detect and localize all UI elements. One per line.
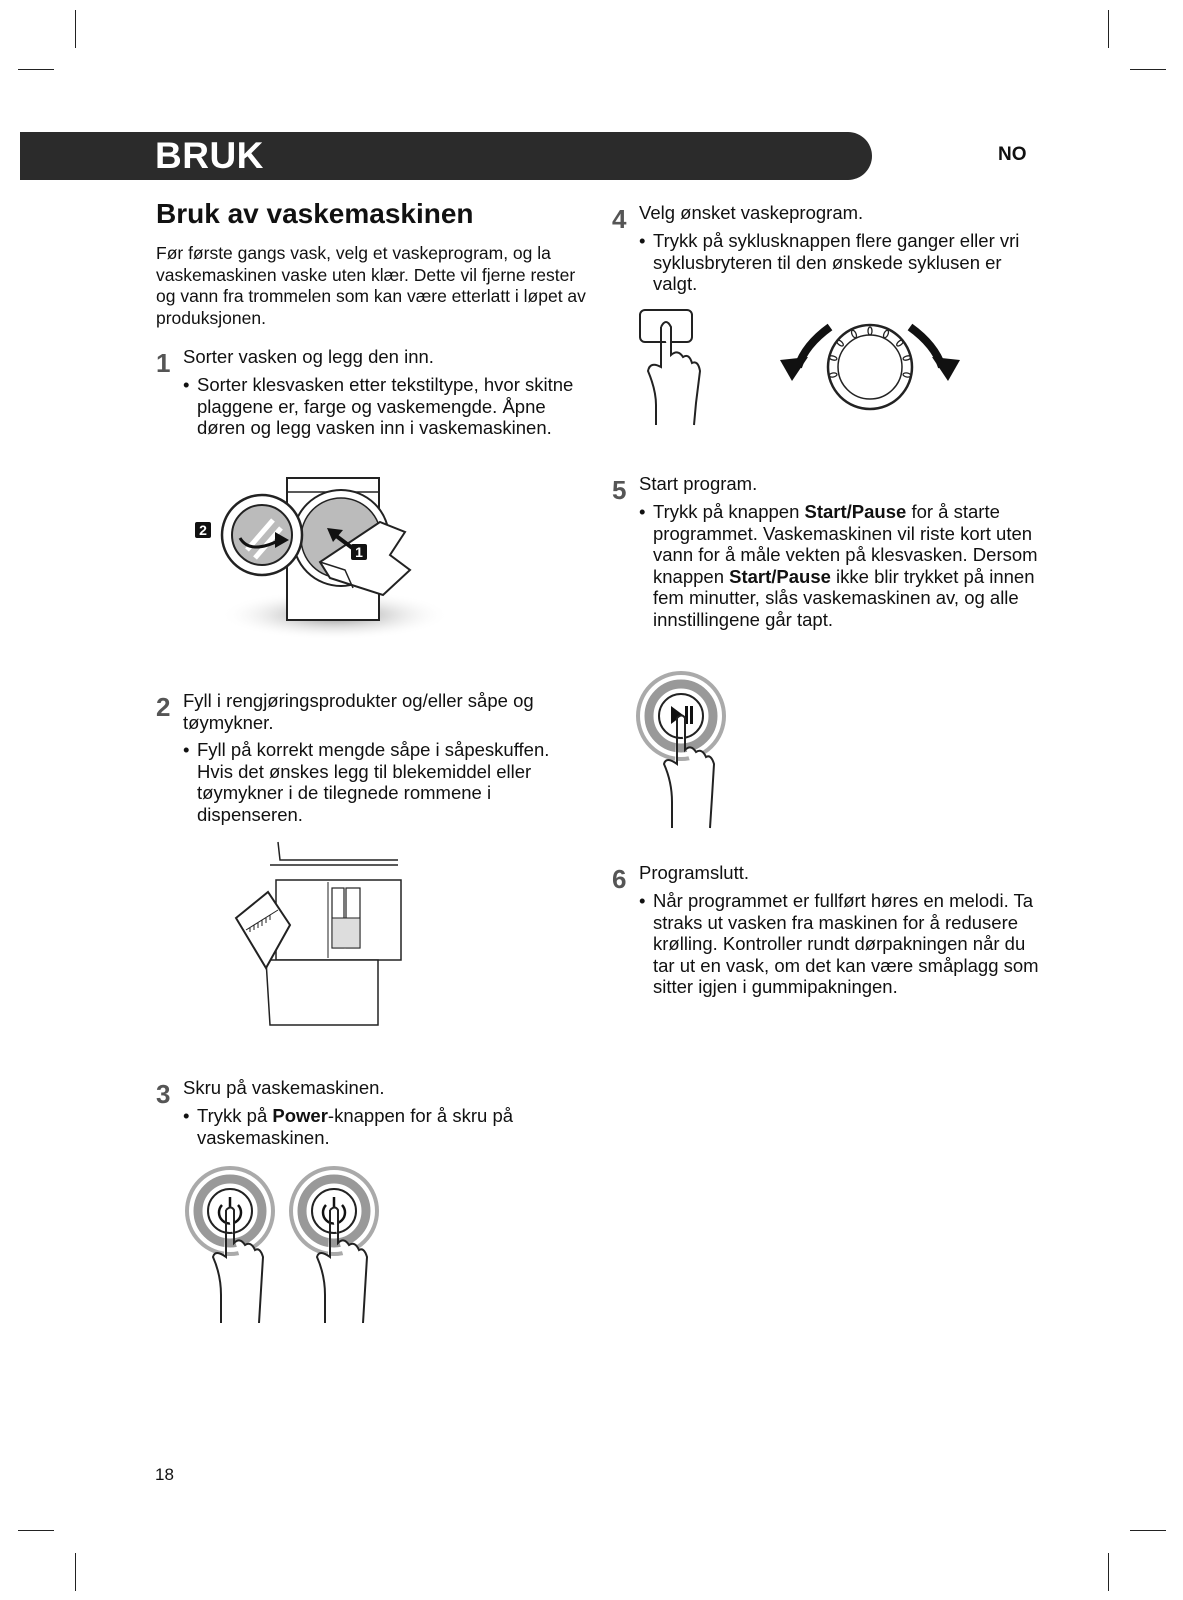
step-title: Start program. xyxy=(639,473,758,494)
bullet-dot: • xyxy=(639,501,646,522)
callout-2-label: 2 xyxy=(199,522,207,538)
bullet-text: Trykk på knappen Start/Pause for å starte programmet. Vaskemaskinen vil riste kort uten vann for å måle vekten på klesvasken. Dersom knappen Start/Pause ikke blir trykket på innen fem minutter, slås vaskemaskinen av, og alle innstillingene går tapt. xyxy=(653,501,1038,630)
crop-mark xyxy=(1108,10,1109,48)
bullet-text: Trykk på syklusknappen flere ganger eller vri syklusbryteren til den ønskede syklusen er valgt. xyxy=(653,230,1020,294)
power-button-right xyxy=(291,1168,377,1323)
callout-1-label: 1 xyxy=(355,544,363,560)
step-number: 4 xyxy=(612,204,627,234)
crop-mark xyxy=(18,1530,54,1531)
bullet-dot: • xyxy=(183,374,190,395)
header-bar xyxy=(20,132,872,180)
power-button-left xyxy=(187,1168,273,1323)
intro-paragraph: Før første gangs vask, velg et vaskeprogram, og la vaskemaskinen vaske uten klær. Dette vil fjerne rester og vann fra trommelen som kan være etterlatt i løpet av produksjonen. xyxy=(156,243,586,328)
cycle-select-illustration xyxy=(630,305,960,430)
page-number: 18 xyxy=(155,1465,174,1484)
step-bullet xyxy=(183,374,583,439)
crop-mark xyxy=(1108,1553,1109,1591)
power-keyword: Power xyxy=(272,1105,328,1126)
step-bullet xyxy=(639,890,1039,998)
step-title: Programslutt. xyxy=(639,862,750,883)
bullet-text: Når programmet er fullført høres en melodi. Ta straks ut vasken fra maskinen for å redusere krølling. Kontroller rundt dørpakningen når du tar ut en vask, om det kan være småplagg som sitter igjen i gummipakningen. xyxy=(653,890,1039,997)
step-number: 6 xyxy=(612,864,627,894)
step-title: Skru på vaskemaskinen. xyxy=(183,1077,385,1098)
bullet-dot: • xyxy=(639,890,646,911)
bullet-dot: • xyxy=(183,739,190,760)
crop-mark xyxy=(1130,69,1166,70)
step-title: Velg ønsket vaskeprogram. xyxy=(639,202,864,223)
start-pause-button-illustration xyxy=(635,670,735,830)
step-title: Fyll i rengjøringsprodukter og/eller såpe og tøymykner. xyxy=(183,690,534,733)
crop-mark xyxy=(18,69,54,70)
step-number: 3 xyxy=(156,1079,171,1109)
step-bullet xyxy=(639,501,1039,630)
step-number: 5 xyxy=(612,475,627,505)
bullet-text: Fyll på korrekt mengde såpe i såpeskuffen. Hvis det ønskes legg til blekemiddel eller tøymykner i de tilegnede rommene i dispenseren. xyxy=(197,739,550,825)
start-pause-keyword: Start/Pause xyxy=(804,501,907,522)
step-title: Sorter vasken og legg den inn. xyxy=(183,346,434,367)
chapter-title: BRUK xyxy=(155,135,264,176)
step-bullet xyxy=(183,739,583,825)
load-laundry-illustration xyxy=(195,470,455,640)
crop-mark xyxy=(1130,1530,1166,1531)
step-bullet xyxy=(639,230,1039,295)
language-code: NO xyxy=(998,144,1027,165)
detergent-drawer-illustration xyxy=(228,840,403,1030)
crop-mark xyxy=(75,10,76,48)
step-number: 1 xyxy=(156,348,171,378)
start-pause-keyword: Start/Pause xyxy=(729,565,831,587)
bullet-dot: • xyxy=(183,1105,190,1126)
step-number: 2 xyxy=(156,692,171,722)
crop-mark xyxy=(75,1553,76,1591)
section-title: Bruk av vaskemaskinen xyxy=(156,198,474,229)
power-button-illustration xyxy=(185,1165,395,1325)
bullet-text: Sorter klesvasken etter tekstiltype, hvor skitne plaggene er, farge og vaskemengde. Åpne døren og legg vasken inn i vaskemaskinen. xyxy=(197,374,574,438)
bullet-text: Trykk på Power-knappen for å skru på vaskemaskinen. xyxy=(197,1105,514,1148)
bullet-dot: • xyxy=(639,230,646,251)
cycle-dial xyxy=(780,325,960,409)
step-bullet xyxy=(183,1105,583,1148)
